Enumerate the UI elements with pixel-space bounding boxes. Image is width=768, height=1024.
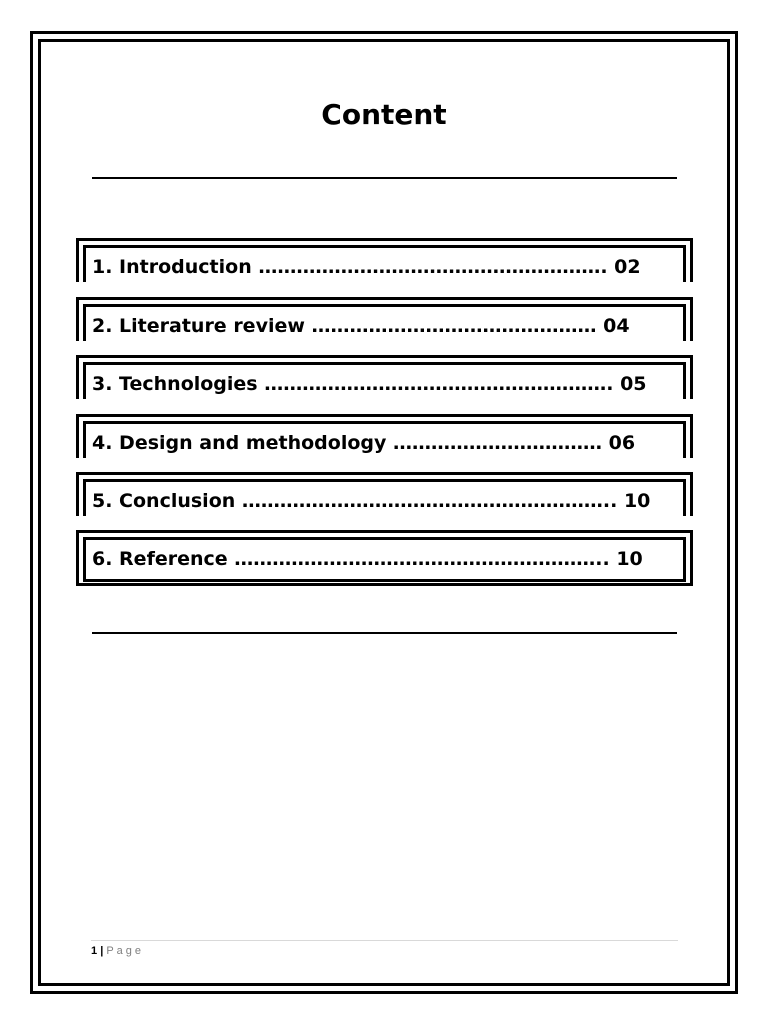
- toc-label: 4. Design and methodology …………………………… 06: [92, 432, 636, 454]
- toc-entry-conclusion[interactable]: [76, 472, 693, 516]
- page-title: Content: [321, 98, 447, 131]
- toc-label: 5. Conclusion ………………………………………………….. 10: [92, 490, 651, 512]
- toc-label: 3. Technologies ………………………………………………. 05: [92, 373, 647, 395]
- toc-label: 2. Literature review ……………………………………… 04: [92, 315, 630, 337]
- toc-entry-reference[interactable]: [76, 530, 693, 586]
- page-number: 1: [91, 945, 98, 957]
- title-divider: [92, 177, 677, 179]
- footer-separator: |: [100, 945, 104, 957]
- footer-divider: [91, 940, 678, 941]
- toc-label: 6. Reference ………………………………………………….. 10: [92, 548, 643, 570]
- page-footer: [91, 945, 144, 958]
- toc-entry-literature-review[interactable]: [76, 297, 693, 341]
- toc-entry-technologies[interactable]: [76, 355, 693, 399]
- bottom-divider: [92, 632, 677, 634]
- toc-entry-introduction[interactable]: [76, 238, 693, 282]
- page-label: Page: [106, 945, 145, 957]
- toc-label: 1. Introduction ………………………………………………. 02: [92, 256, 641, 278]
- toc-entry-design-and-methodology[interactable]: [76, 414, 693, 458]
